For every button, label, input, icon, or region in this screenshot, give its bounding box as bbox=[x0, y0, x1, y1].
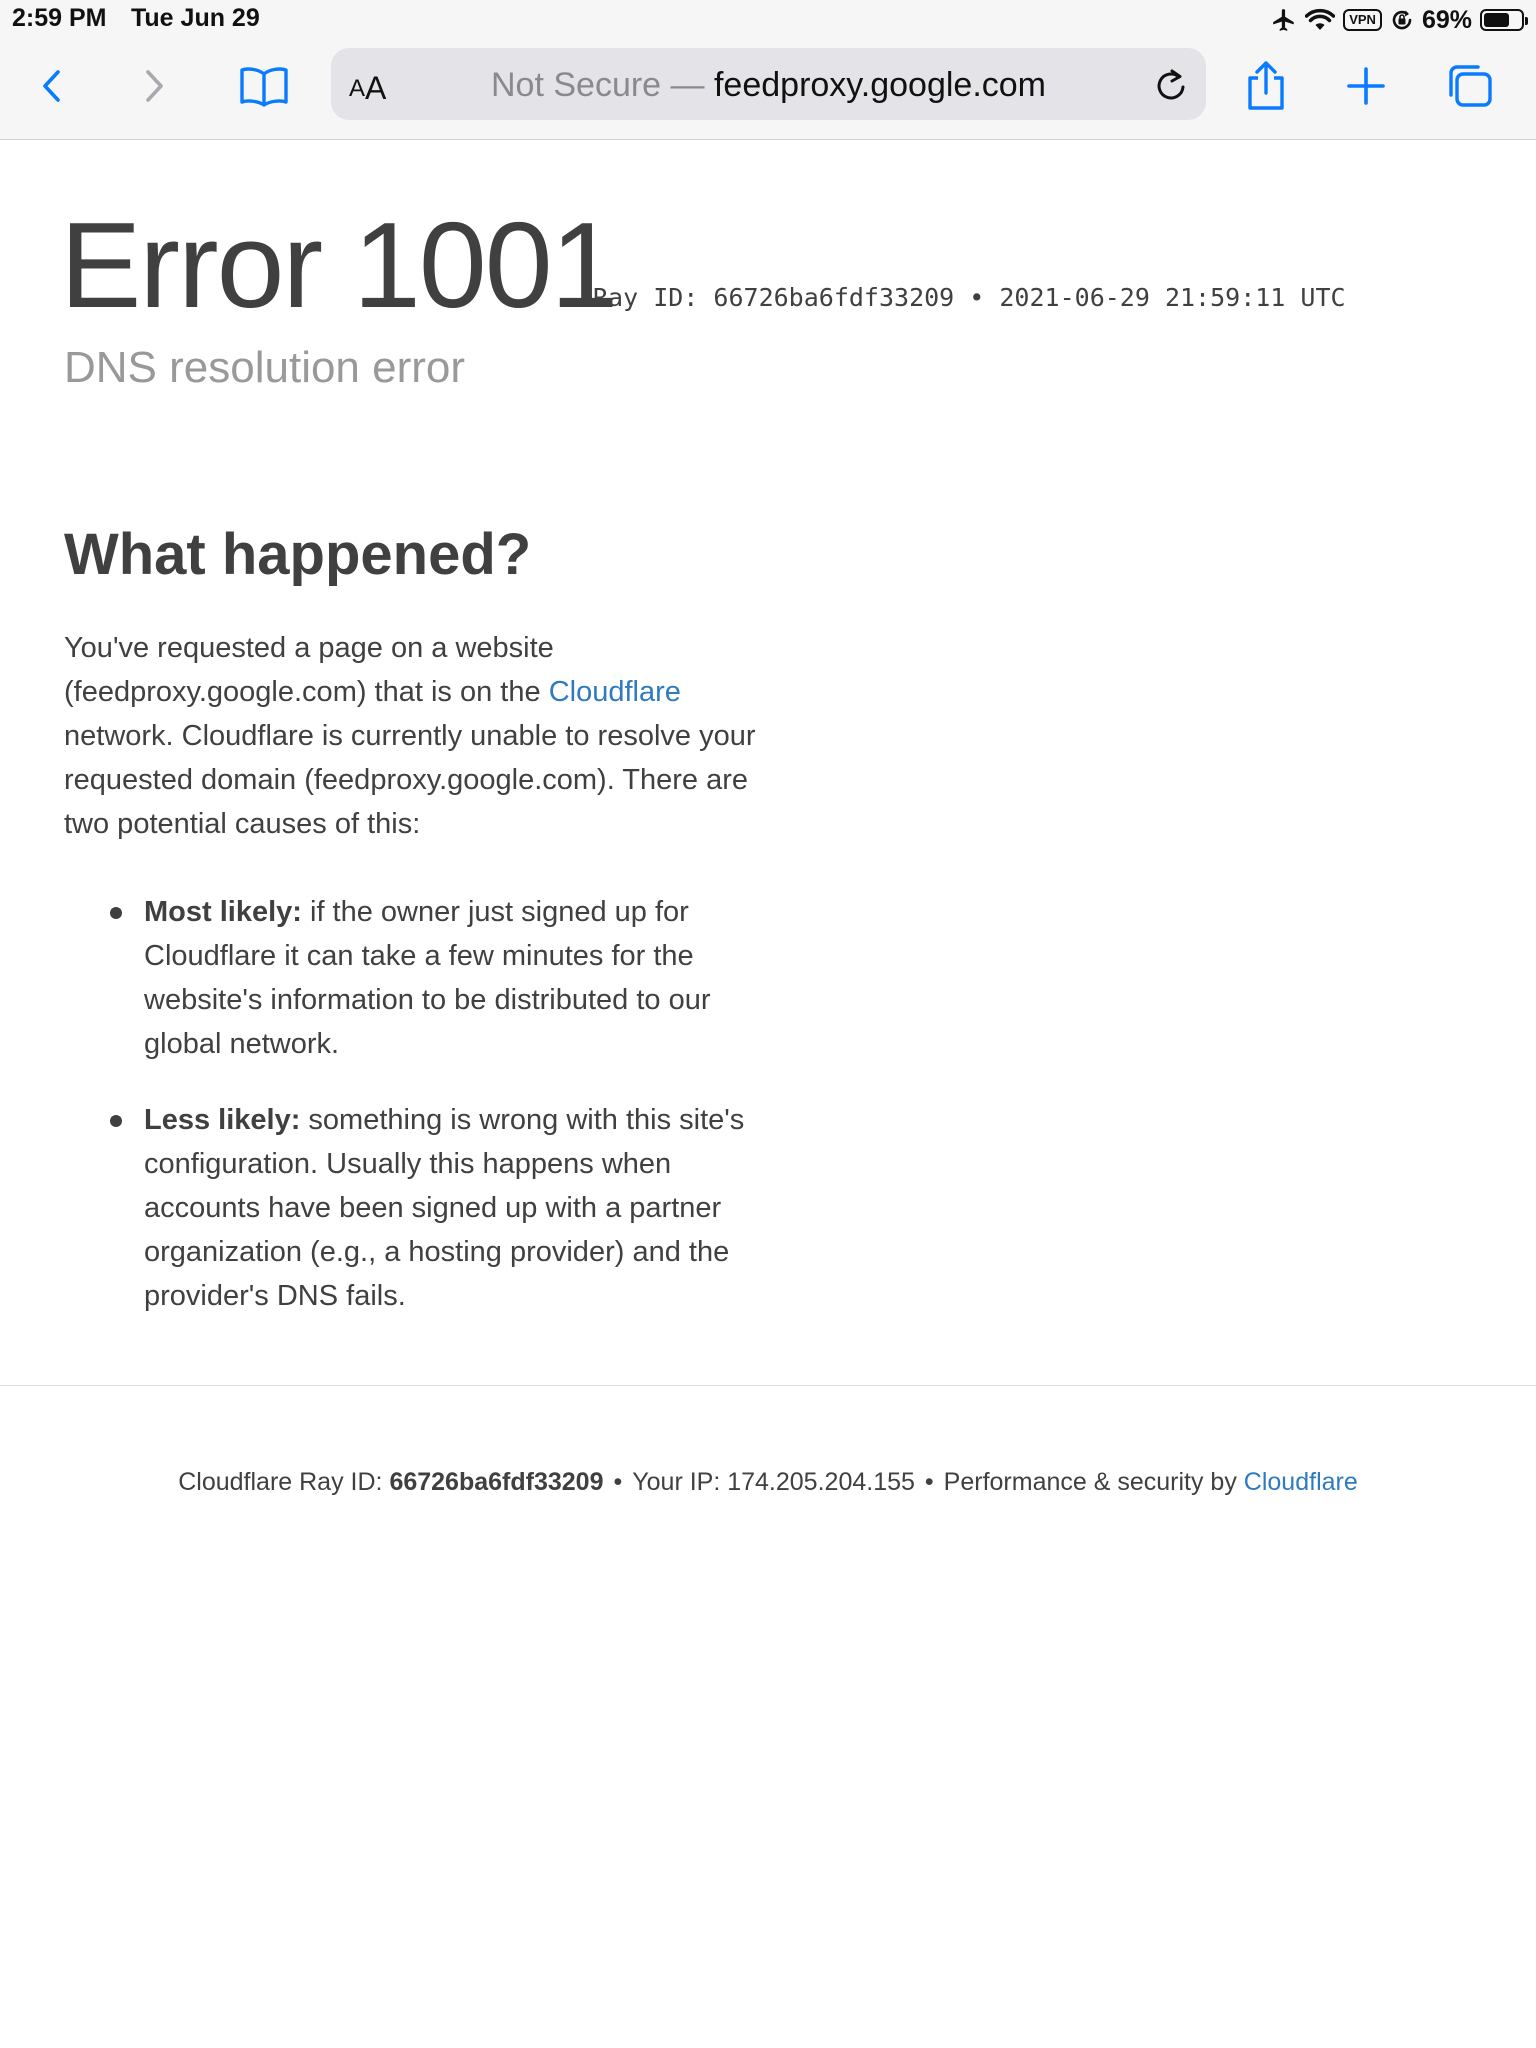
reader-label-big: A bbox=[365, 70, 387, 106]
share-icon bbox=[1244, 60, 1288, 112]
footer-separator: • bbox=[924, 1468, 934, 1496]
back-button[interactable] bbox=[20, 58, 84, 114]
causes-list bbox=[64, 890, 784, 1350]
status-date: Tue Jun 29 bbox=[131, 4, 260, 32]
bookmarks-icon bbox=[238, 64, 290, 108]
new-tab-button[interactable] bbox=[1334, 58, 1398, 114]
back-icon bbox=[36, 66, 68, 106]
footer-performance-text: Performance & security by bbox=[943, 1468, 1244, 1496]
bookmarks-button[interactable] bbox=[232, 58, 296, 114]
wifi-icon bbox=[1305, 8, 1335, 32]
forward-button[interactable] bbox=[122, 58, 186, 114]
footer-ray-id: 66726ba6fdf33209 bbox=[389, 1468, 604, 1496]
orientation-lock-icon bbox=[1390, 8, 1414, 32]
footer-ip: Your IP: 174.205.204.155 bbox=[632, 1468, 915, 1496]
battery-tip bbox=[1525, 17, 1528, 25]
what-happened-paragraph bbox=[64, 626, 784, 846]
reader-label-small: A bbox=[349, 75, 366, 102]
airplane-icon bbox=[1271, 7, 1297, 33]
paragraph-text-2: network. Cloudflare is currently unable to resolve your requested domain (feedproxy.google.com). There are two potential causes of this: bbox=[64, 720, 756, 840]
footer-separator: • bbox=[613, 1468, 623, 1496]
cloudflare-link[interactable]: Cloudflare bbox=[548, 676, 681, 708]
address-bar[interactable] bbox=[331, 48, 1206, 120]
footer bbox=[0, 1468, 1536, 1497]
footer-divider bbox=[0, 1385, 1536, 1386]
cause-most-likely bbox=[64, 890, 784, 1066]
footer-ray-label: Cloudflare Ray ID: bbox=[178, 1468, 390, 1496]
battery-level-fill bbox=[1484, 13, 1509, 27]
cause-label: Most likely: bbox=[144, 896, 302, 928]
browser-toolbar bbox=[0, 40, 1536, 140]
new-tab-icon bbox=[1344, 64, 1388, 108]
footer-cloudflare-link[interactable]: Cloudflare bbox=[1243, 1468, 1358, 1496]
status-bar bbox=[0, 0, 1536, 40]
error-code: Error 1001 bbox=[60, 197, 617, 333]
error-title: DNS resolution error bbox=[64, 343, 466, 392]
paragraph-text-1: You've requested a page on a website (feedproxy.google.com) that is on the bbox=[64, 632, 554, 708]
share-button[interactable] bbox=[1234, 58, 1298, 114]
bullet-icon bbox=[110, 907, 122, 919]
url-domain: feedproxy.google.com bbox=[713, 66, 1046, 104]
url-security-label: Not Secure — bbox=[491, 66, 714, 104]
cause-text: something is wrong with this site's configuration. Usually this happens when accounts have been signed up with a partner organization (e.g., a hosting provider) and the provider's DNS fails. bbox=[144, 1104, 745, 1312]
url-display[interactable] bbox=[331, 66, 1206, 104]
bullet-icon bbox=[110, 1115, 122, 1127]
tabs-button[interactable] bbox=[1438, 58, 1502, 114]
reload-icon bbox=[1154, 67, 1188, 103]
tabs-icon bbox=[1444, 62, 1496, 110]
vpn-icon: VPN bbox=[1343, 9, 1382, 31]
what-happened-heading: What happened? bbox=[64, 522, 532, 587]
status-indicators bbox=[1271, 4, 1524, 36]
battery-icon bbox=[1480, 9, 1524, 31]
cause-text: if the owner just signed up for Cloudflare it can take a few minutes for the website's information to be distributed to our global network. bbox=[144, 896, 711, 1060]
ray-id-timestamp: Ray ID: 66726ba6fdf33209 • 2021-06-29 21:59:11 UTC bbox=[593, 283, 1346, 312]
cause-less-likely bbox=[64, 1098, 784, 1318]
cause-label: Less likely: bbox=[144, 1104, 301, 1136]
battery-percent: 69% bbox=[1421, 5, 1472, 34]
reload-button[interactable] bbox=[1150, 64, 1192, 106]
status-time: 2:59 PM bbox=[12, 4, 107, 32]
forward-icon bbox=[138, 66, 170, 106]
